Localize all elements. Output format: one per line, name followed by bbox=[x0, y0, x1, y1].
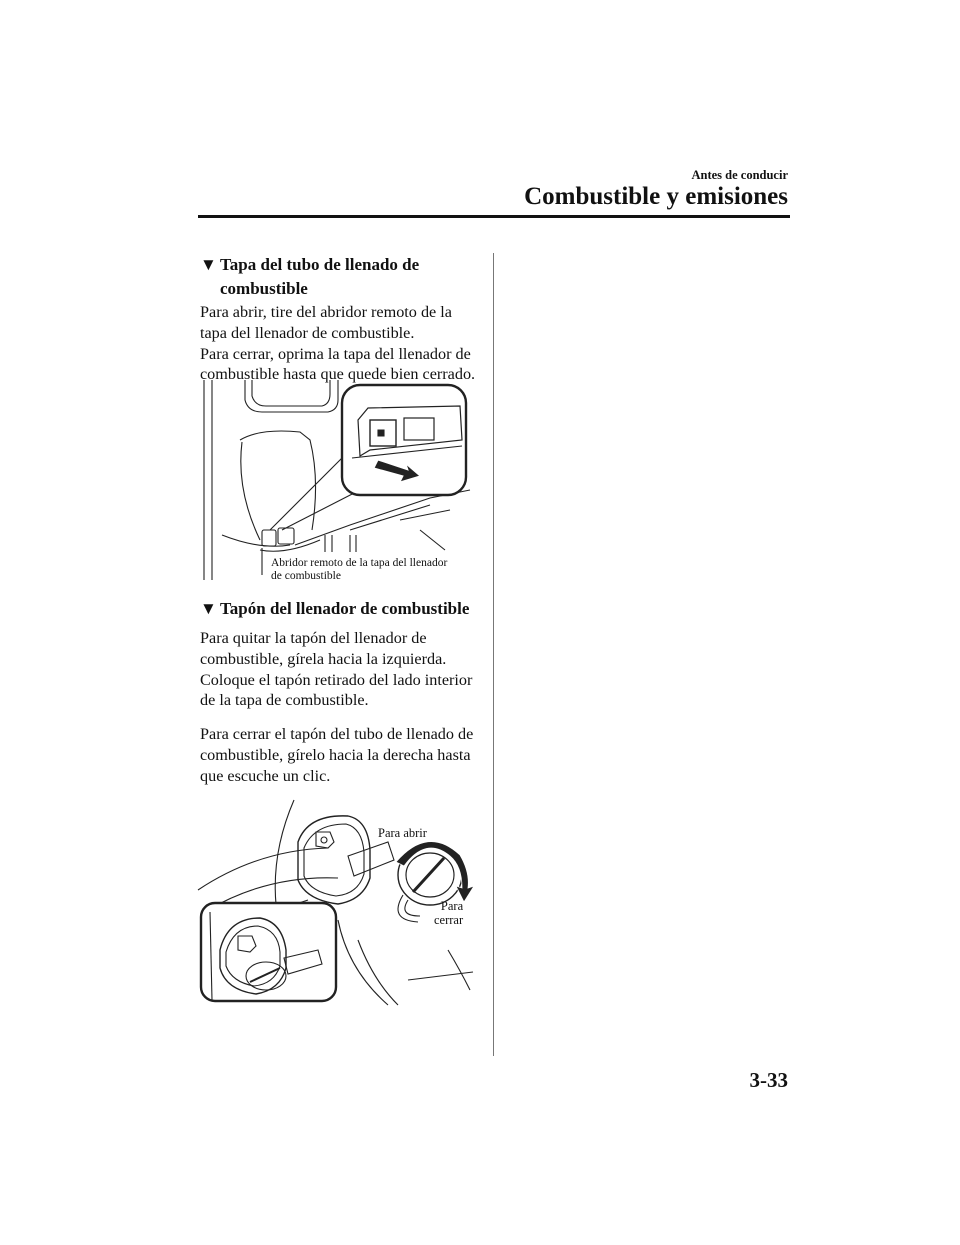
page-title: Combustible y emisiones bbox=[524, 183, 788, 210]
heading-line-2: combustible bbox=[220, 279, 308, 298]
triangle-marker-icon: ▼ bbox=[200, 599, 217, 618]
fuel-cap-paragraph-remove bbox=[200, 628, 485, 711]
paragraph-line: combustible, gírela hacia la izquierda. bbox=[200, 649, 447, 668]
paragraph-line: Para cerrar, oprima la tapa del llenador de bbox=[200, 344, 471, 363]
close-direction-label bbox=[434, 899, 463, 927]
rotation-arrow-icon bbox=[396, 842, 474, 902]
paragraph-line: Para cerrar el tapón del tubo de llenado de bbox=[200, 725, 474, 743]
section-heading-fuel-door bbox=[200, 253, 419, 301]
label-line: de combustible bbox=[271, 569, 341, 582]
fuel-cap-paragraph-close bbox=[200, 724, 485, 786]
fuel-door-opener-illustration bbox=[200, 380, 475, 585]
paragraph-line: Coloque el tapón retirado del lado interior bbox=[200, 670, 473, 689]
section-heading-fuel-cap bbox=[200, 597, 469, 621]
paragraph-line: tapa del llenador de combustible. bbox=[200, 323, 415, 342]
triangle-marker-icon: ▼ bbox=[200, 255, 217, 274]
heading-line-1: Tapa del tubo de llenado de bbox=[220, 255, 420, 274]
section-label: Antes de conducir bbox=[691, 168, 788, 182]
paragraph-line: Para abrir, tire del abridor remoto de la bbox=[200, 303, 452, 321]
paragraph-line: de la tapa de combustible. bbox=[200, 691, 369, 710]
paragraph-line: que escuche un clic. bbox=[200, 766, 331, 785]
heading-text: Tapón del llenador de combustible bbox=[220, 599, 470, 618]
label-line: Para bbox=[440, 899, 464, 913]
remote-opener-label bbox=[271, 557, 447, 582]
paragraph-line: combustible, gírelo hacia la derecha hasta bbox=[200, 745, 471, 764]
page-number: 3-33 bbox=[749, 1068, 788, 1092]
label-line: Abridor remoto de la tapa del llenador bbox=[271, 557, 448, 569]
paragraph-line: Para quitar la tapón del llenador de bbox=[200, 629, 427, 647]
paragraph-line: combustible hasta que quede bien cerrado. bbox=[200, 365, 476, 384]
label-line: cerrar bbox=[434, 913, 464, 927]
open-direction-label: Para abrir bbox=[378, 826, 427, 840]
column-divider bbox=[493, 253, 494, 1056]
fuel-door-paragraph bbox=[200, 302, 485, 385]
header-rule bbox=[198, 215, 790, 218]
